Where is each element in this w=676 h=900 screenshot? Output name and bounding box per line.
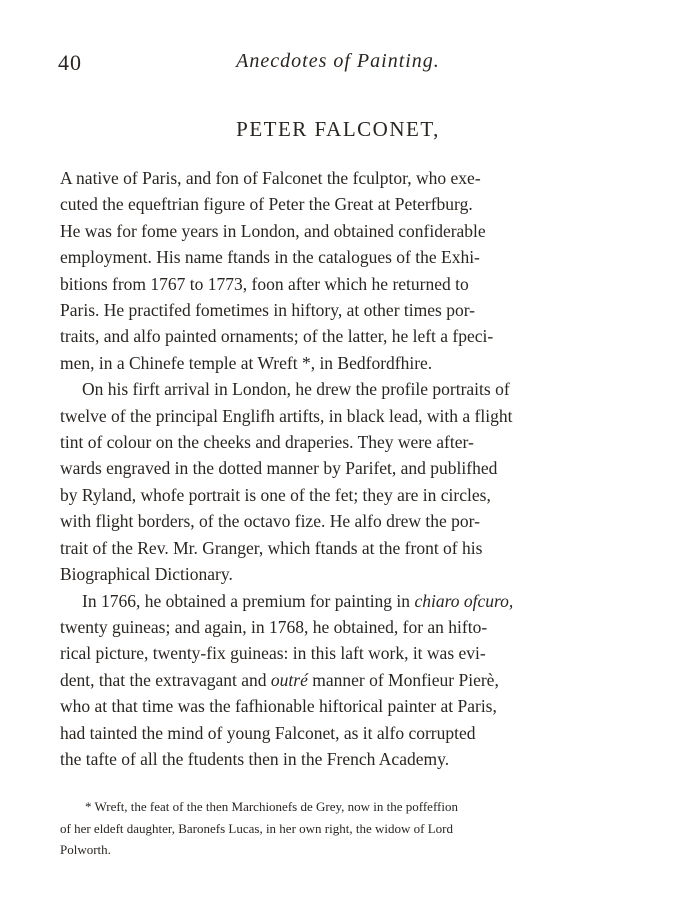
text-line: [60, 667, 630, 693]
italic-phrase: outré: [270, 669, 308, 690]
text-line: wards engraved in the dotted manner by Parifet, and publifhed: [60, 458, 498, 479]
text-line: employment. His name ftands in the catalogues of the Exhi-: [60, 247, 480, 268]
text-line: A native of Paris, and fon of Falconet the fculptor, who exe-: [60, 168, 481, 188]
text-line: On his firft arrival in London, he drew the profile portraits of: [82, 379, 510, 400]
text-run: manner of Monfieur Pierè,: [307, 669, 499, 690]
text-line: twenty guineas; and again, in 1768, he obtained, for an hifto-: [60, 616, 488, 637]
text-line: twelve of the principal Englifh artifts, in black lead, with a flight: [60, 405, 513, 426]
text-line: He was for fome years in London, and obtained confiderable: [60, 220, 486, 241]
footnote-line: of her eldeft daughter, Baronefs Lucas, in her own right, the widow of Lord: [60, 820, 453, 836]
footnote-line: Polworth.: [60, 842, 111, 857]
text-line: bitions from 1767 to 1773, foon after which he returned to: [60, 273, 469, 294]
footnote-line: * Wreft, the feat of the then Marchionefs de Grey, now in the poffeffion: [85, 799, 458, 814]
text-line: the tafte of all the ftudents then in the French Academy.: [60, 748, 450, 769]
paragraph-2: [60, 376, 630, 587]
page-header: [0, 50, 676, 80]
paragraph-1: [60, 165, 630, 376]
text-line: men, in a Chinefe temple at Wreft *, in Bedfordfhire.: [60, 352, 433, 373]
text-line: Biographical Dictionary.: [60, 564, 233, 585]
page-number: 40: [58, 50, 82, 75]
text-run: dent, that the extravagant and: [60, 669, 271, 690]
running-head: Anecdotes of Painting.: [236, 50, 440, 72]
section-title: PETER FALCONET,: [236, 117, 440, 141]
text-line: trait of the Rev. Mr. Granger, which ftands at the front of his: [60, 537, 483, 558]
text-run: In 1766, he obtained a premium for painting in: [82, 590, 415, 611]
body-text: [60, 165, 630, 772]
text-line: had tainted the mind of young Falconet, as it alfo corrupted: [60, 722, 476, 743]
text-line: [60, 588, 630, 614]
text-line: who at that time was the fafhionable hiftorical painter at Paris,: [60, 696, 497, 717]
text-line: tint of colour on the cheeks and draperies. They were after-: [60, 432, 474, 453]
text-line: rical picture, twenty-fix guineas: in this laft work, it was evi-: [60, 643, 486, 664]
footnote: [60, 796, 630, 861]
text-line: by Ryland, whofe portrait is one of the fet; they are in circles,: [60, 484, 491, 505]
text-line: Paris. He practifed fometimes in hiftory, at other times por-: [60, 300, 475, 321]
paragraph-3: [60, 588, 630, 773]
text-line: cuted the equeftrian figure of Peter the Great at Peterfburg.: [60, 194, 473, 215]
text-line: with flight borders, of the octavo fize. He alfo drew the por-: [60, 511, 480, 532]
text-line: traits, and alfo painted ornaments; of the latter, he left a fpeci-: [60, 326, 494, 347]
italic-phrase: chiaro ofcuro,: [414, 590, 514, 611]
